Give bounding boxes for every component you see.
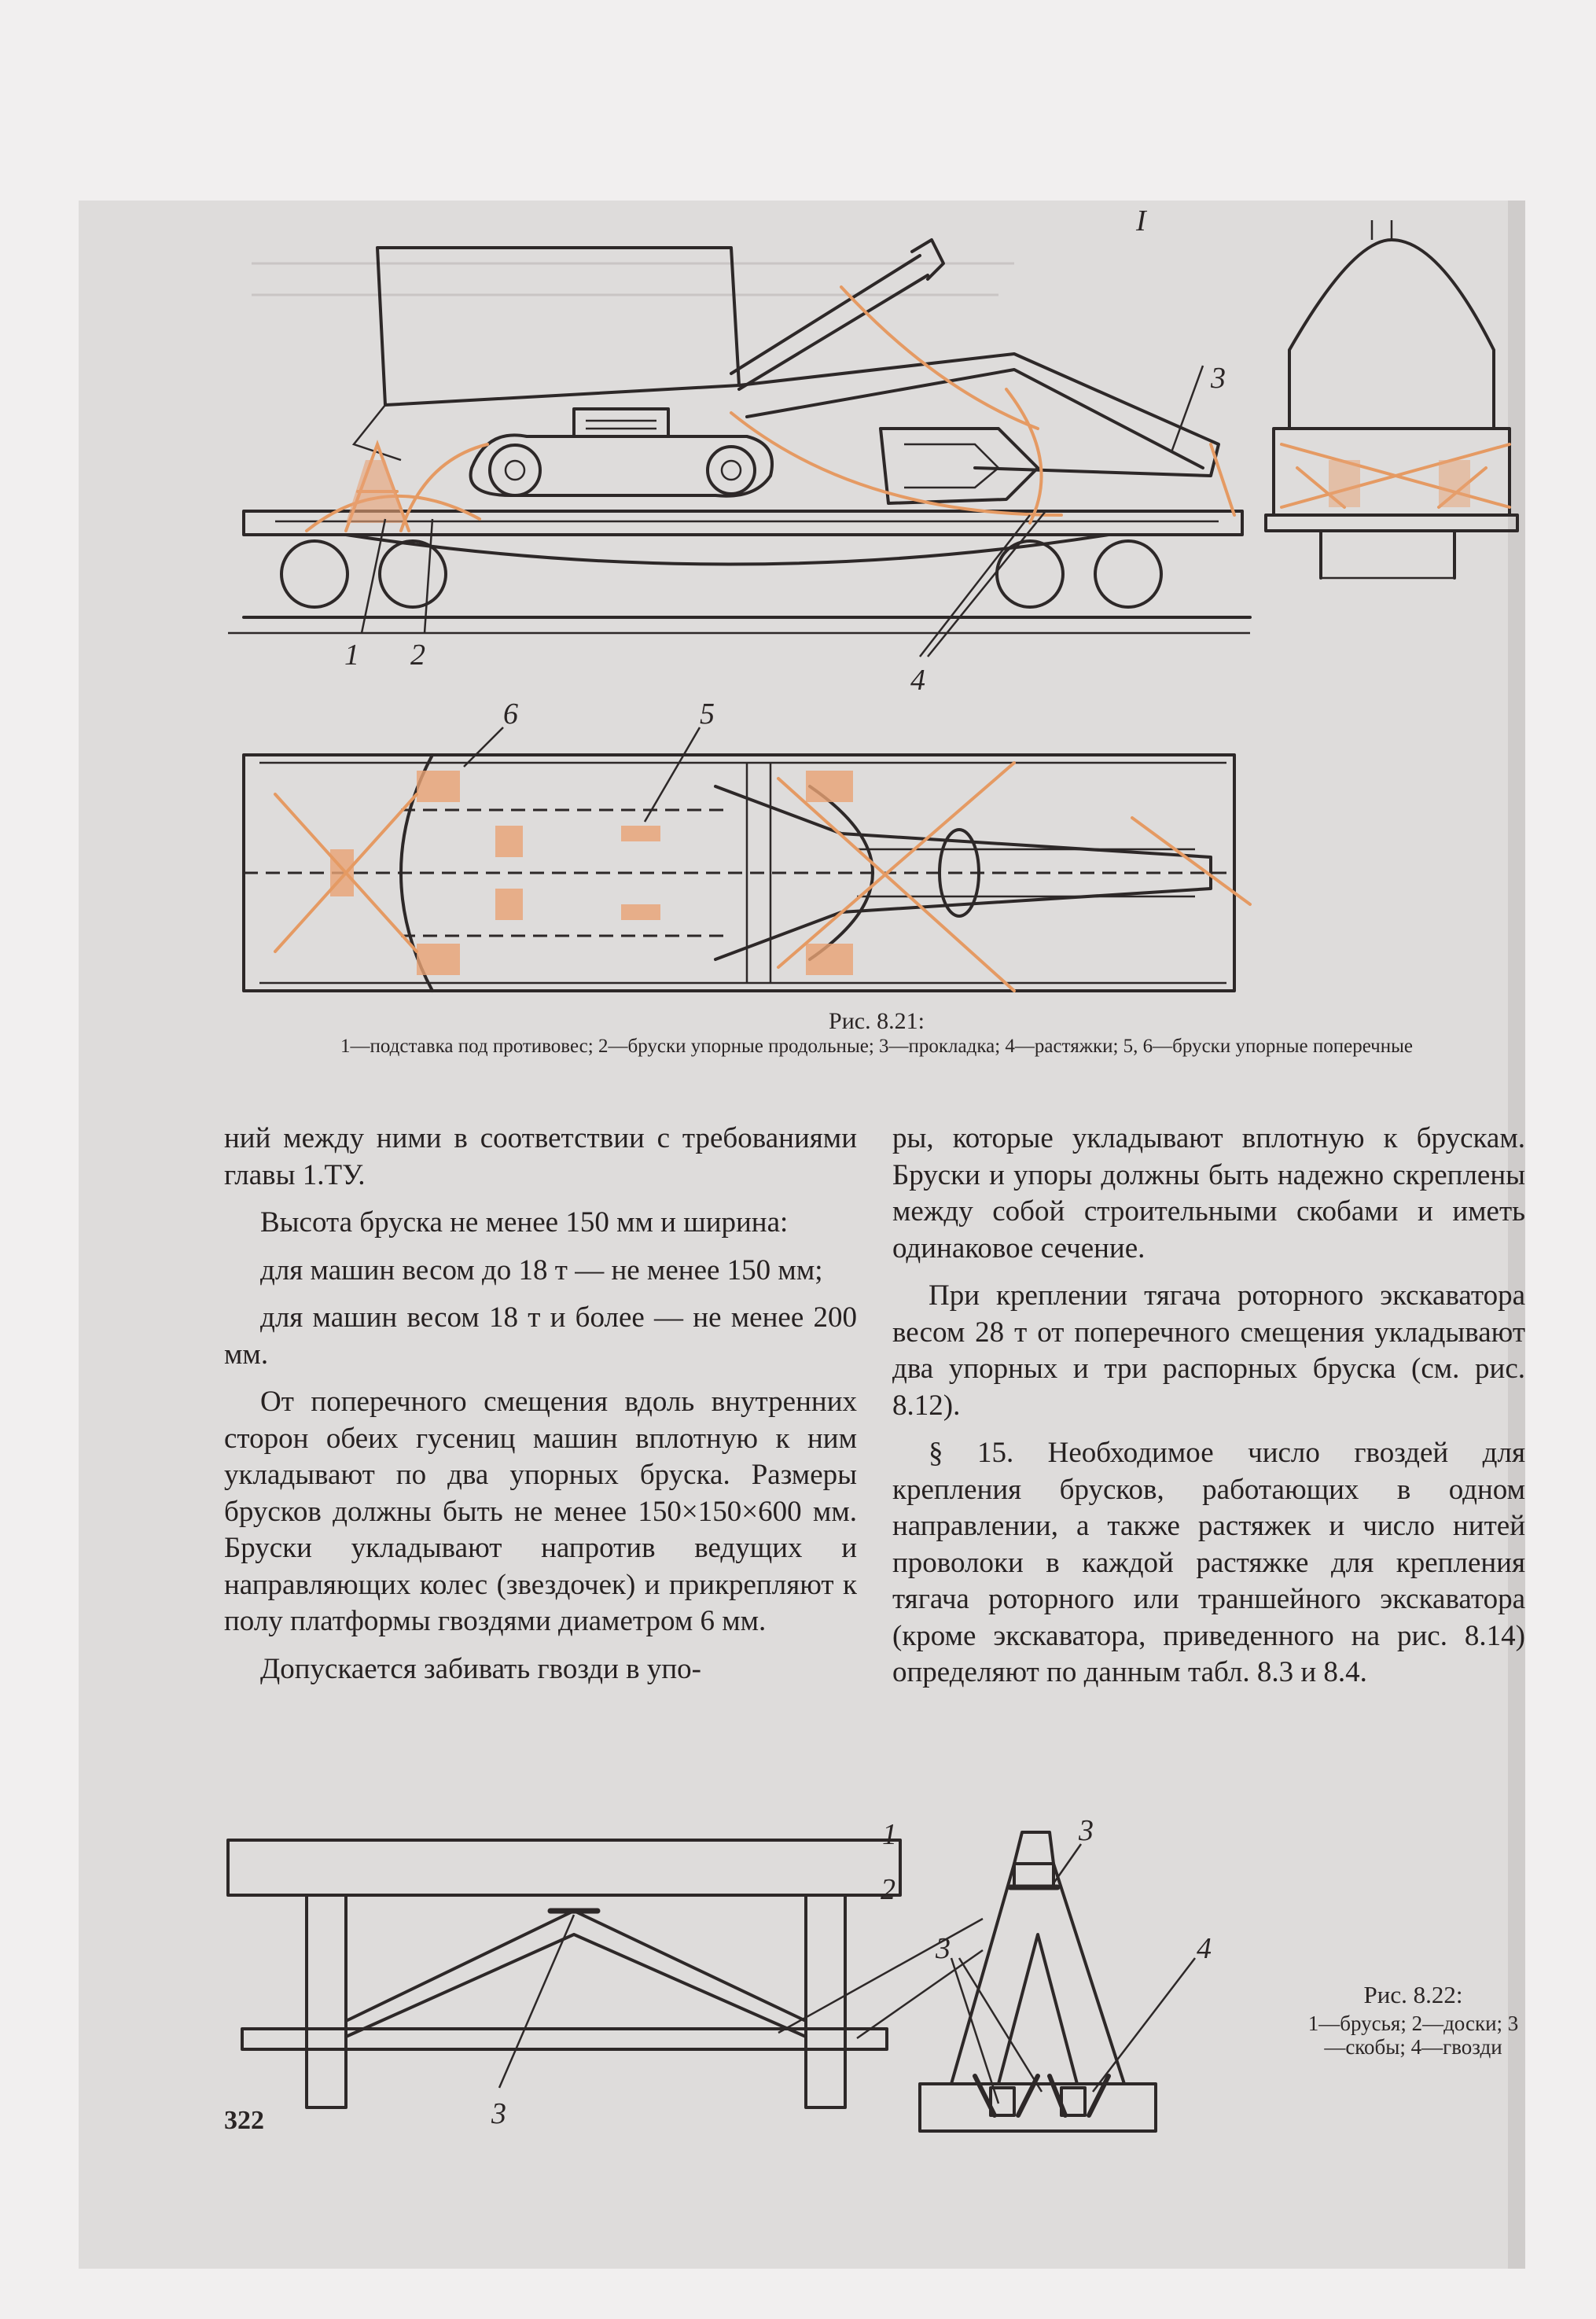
figure-8-21-caption-title: Рис. 8.21: [829, 1008, 925, 1034]
figure-8-21-caption-text: 1—подставка под противовес; 2—бруски упорные продольные; 3—прокладка; 4—растяжки; 5, 6—бруски упорные поперечные [340, 1036, 1414, 1057]
figure-8-22-caption [1301, 1983, 1525, 2059]
figure-8-21-plan-view [228, 692, 1282, 1007]
paragraph: Допускается забивать гвозди в упо- [260, 1652, 701, 1685]
fig821-label-4: 4 [910, 664, 925, 697]
fig822-label-3-left: 3 [936, 1932, 951, 1965]
fig822-label-1: 1 [882, 1818, 897, 1851]
paragraph: ний между ними в соответствии с требованиями главы 1.ТУ. [224, 1122, 857, 1191]
figure-8-21-caption [228, 1008, 1525, 1058]
paragraph: для машин весом 18 т и более — не менее 200 мм. [224, 1301, 857, 1371]
paragraph: для машин весом до 18 т — не менее 150 мм; [260, 1253, 823, 1286]
fig822-label-4: 4 [1197, 1932, 1212, 1965]
paragraph: ры, которые укладывают вплотную к брускам. Бруски и упоры должны быть надежно скреплены между собой строительными скобами и иметь одинаковое сечение. [892, 1122, 1525, 1264]
figure-8-22-caption-text: 1—брусья; 2—доски; 3—скобы; 4—гвозди [1307, 2012, 1519, 2059]
fig822-label-3: 3 [491, 2097, 506, 2130]
paragraph: При креплении тягача роторного экскаватора весом 28 т от поперечного смещения укладывают два упорных и три распорных бруска (см. рис. 8.12). [892, 1279, 1525, 1422]
page-number: 322 [224, 2106, 264, 2135]
fig822-label-3-top: 3 [1079, 1814, 1094, 1847]
fig821-label-6: 6 [503, 698, 518, 731]
fig821-mark-i: I [1136, 204, 1146, 237]
figure-8-22-section [881, 1814, 1313, 2147]
paragraph: Высота бруска не менее 150 мм и ширина: [260, 1206, 789, 1239]
figure-8-21-side-view [228, 204, 1533, 712]
left-text-column [224, 1121, 857, 1699]
paragraph: От поперечного смещения вдоль внутренних сторон обеих гусениц машин вплотную к ним укладывают по два упорных бруска. Размеры брусков должны быть не менее 150×150×600 мм. Бруски укладывают напротив ведущих и направляющих колес (звездочек) и прикрепляют к полу платформы гвоздями диаметром 6 мм. [224, 1386, 857, 1637]
fig821-label-5: 5 [700, 698, 715, 731]
paragraph: § 15. Необходимое число гвоздей для крепления брусков, работающих в одном направлении, а также растяжек и число нитей проволоки в каждой растяжке для крепления тягача роторного или траншейного экскаватора (кроме экскаватора, приведенного на рис. 8.14) определяют по данным табл. 8.3 и 8.4. [892, 1437, 1525, 1688]
fig821-label-2: 2 [410, 639, 425, 672]
right-text-column [892, 1121, 1525, 1702]
figure-8-22-caption-title: Рис. 8.22: [1363, 1981, 1463, 2008]
figure-8-22-frame [228, 1824, 920, 2139]
fig822-label-2: 2 [881, 1873, 895, 1906]
fig821-label-1: 1 [344, 639, 359, 672]
fig821-label-3: 3 [1211, 362, 1226, 395]
